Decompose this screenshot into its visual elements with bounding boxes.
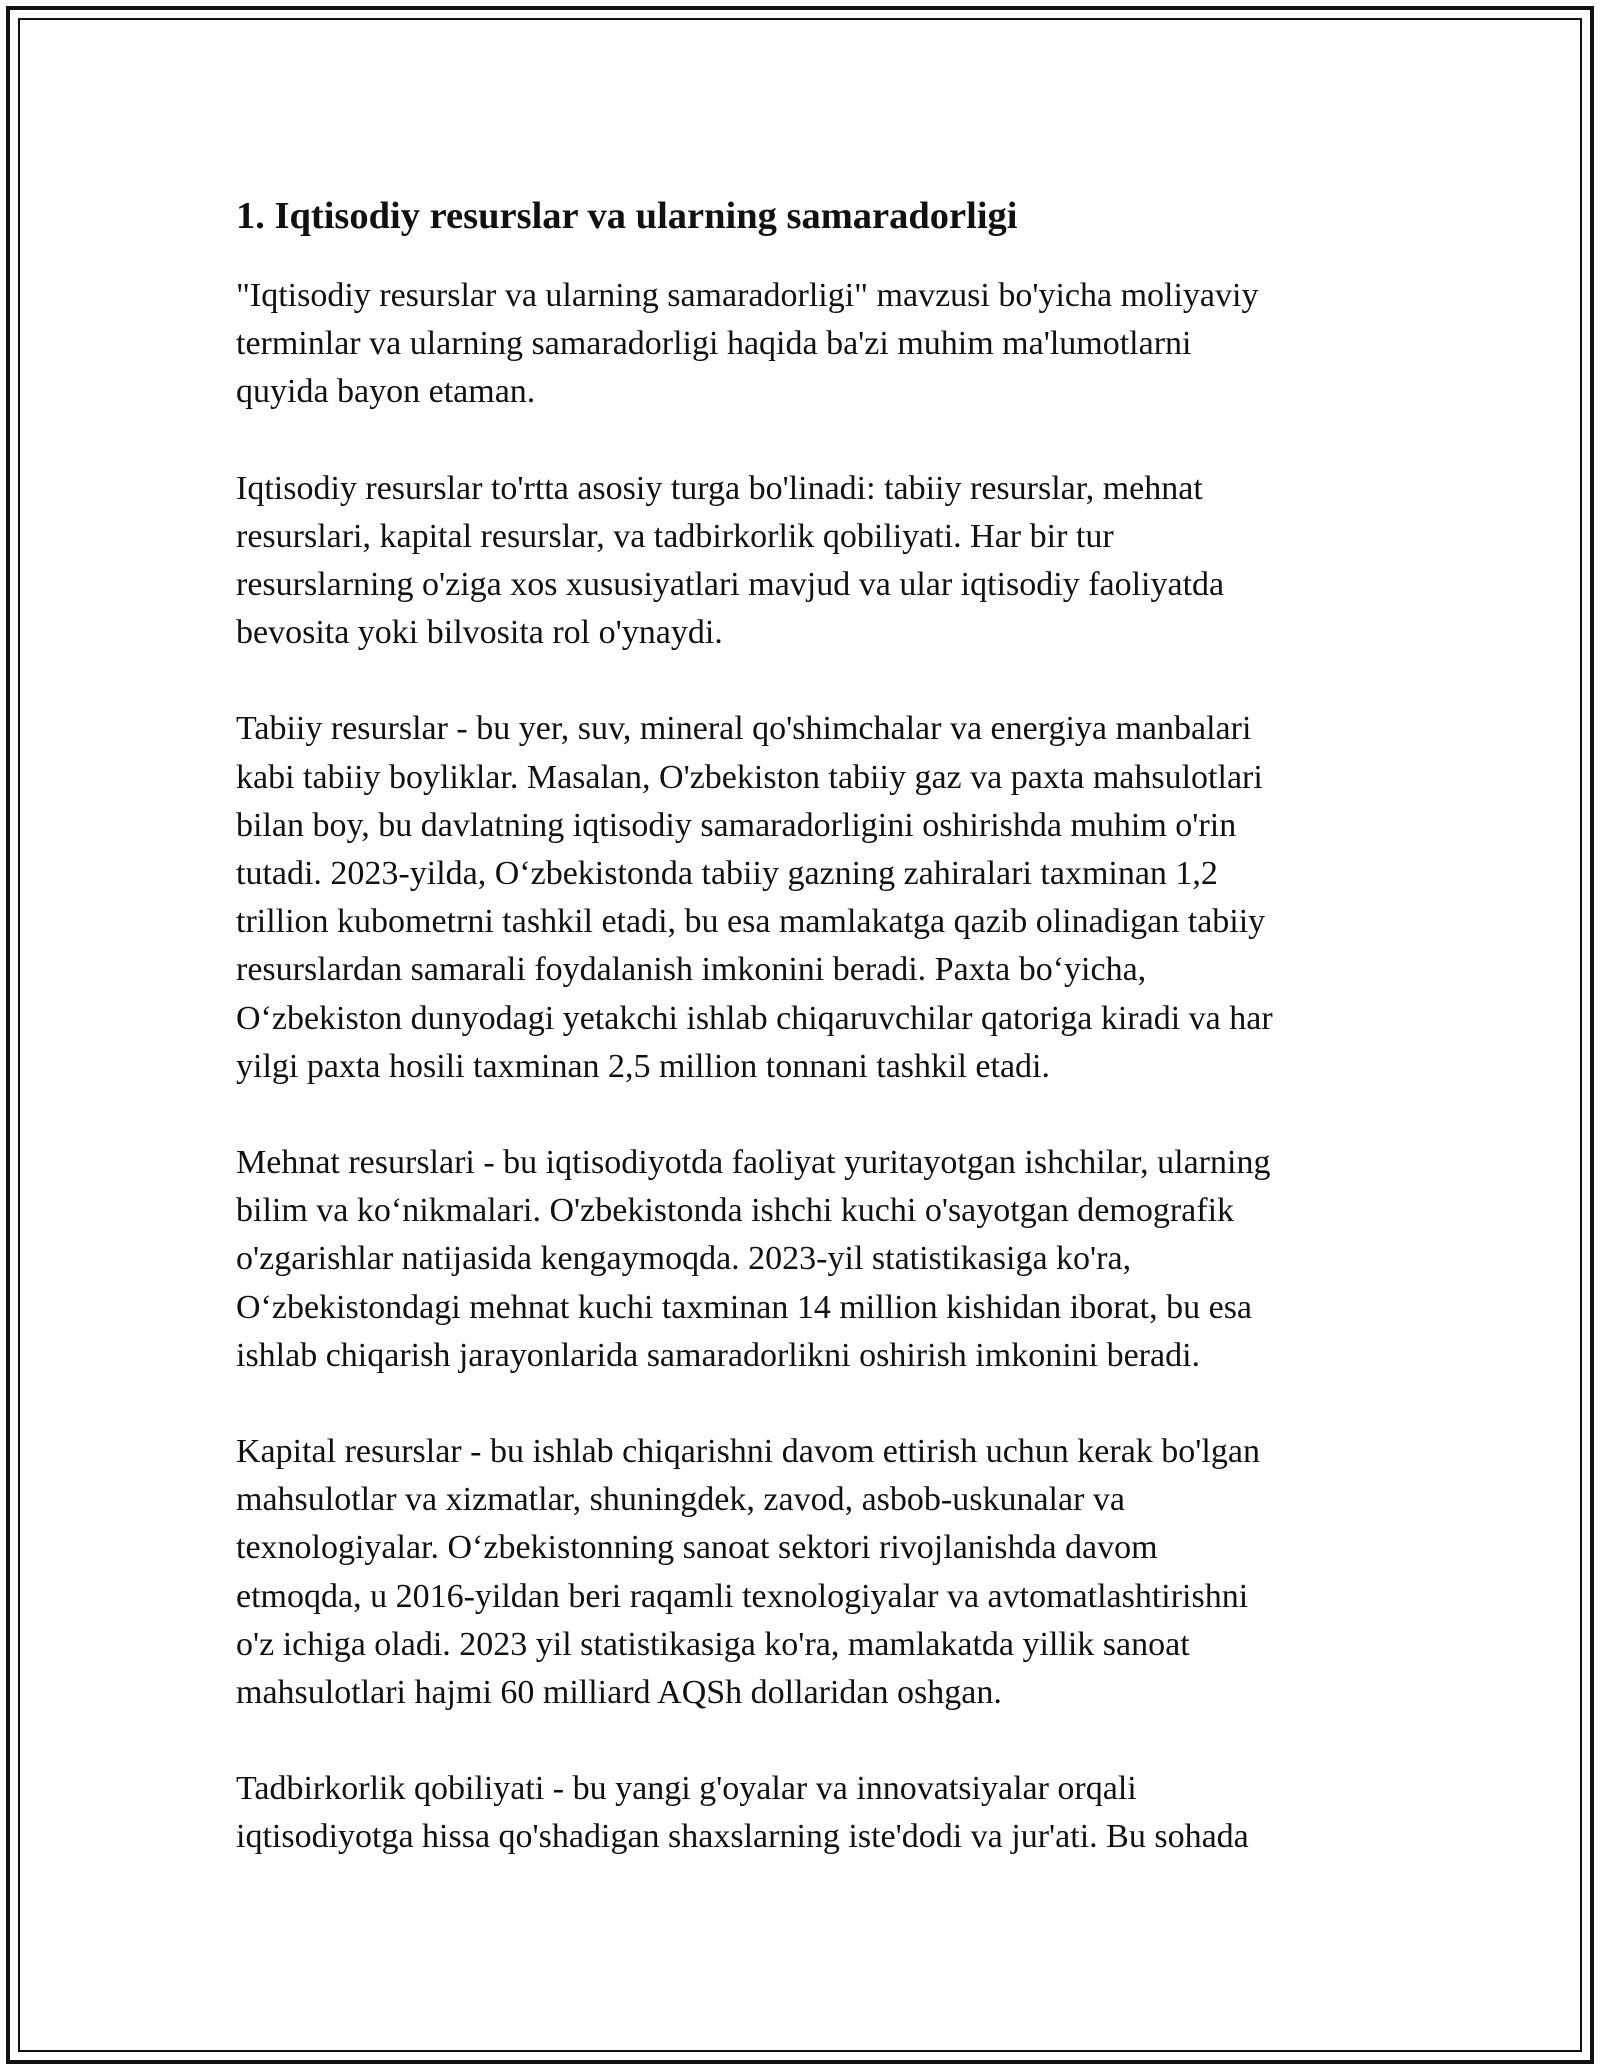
- text-line: kabi tabiiy boyliklar. Masalan, O'zbekiston tabiiy gaz va paxta mahsulotlari: [236, 758, 1263, 796]
- paragraph-resource-types: [236, 465, 1366, 658]
- text-line: "Iqtisodiy resurslar va ularning samaradorligi" mavzusi bo'yicha moliyaviy: [236, 277, 1259, 314]
- text-line: texnologiyalar. O‘zbekistonning sanoat sektori rivojlanishda davom: [236, 1529, 1158, 1567]
- text-line: mahsulotlar va xizmatlar, shuningdek, zavod, asbob-uskunalar va: [236, 1481, 1125, 1519]
- text-line: bevosita yoki bilvosita rol o'ynaydi.: [236, 614, 723, 652]
- text-line: Tadbirkorlik qobiliyati - bu yangi g'oyalar va innovatsiyalar orqali: [236, 1770, 1137, 1808]
- paragraph-labor-resources: [236, 1139, 1366, 1380]
- text-line: bilim va ko‘nikmalari. O'zbekistonda ishchi kuchi o'sayotgan demografik: [236, 1192, 1235, 1230]
- text-line: Iqtisodiy resurslar to'rtta asosiy turga bo'linadi: tabiiy resurslar, mehnat: [236, 469, 1203, 507]
- text-line: resurslarning o'ziga xos xususiyatlari mavjud va ular iqtisodiy faoliyatda: [236, 566, 1225, 604]
- paragraph-entrepreneurship: [236, 1765, 1366, 1861]
- text-line: o'z ichiga oladi. 2023 yil statistikasiga ko'ra, mamlakatda yillik sanoat: [236, 1625, 1190, 1663]
- text-line: quyida bayon etaman.: [236, 373, 536, 411]
- text-line: Tabiiy resurslar - bu yer, suv, mineral qo'shimchalar va energiya manbalari: [236, 710, 1252, 748]
- text-line: etmoqda, u 2016-yildan beri raqamli texnologiyalar va avtomatlashtirishni: [236, 1577, 1249, 1615]
- text-line: O‘zbekistondagi mehnat kuchi taxminan 14 million kishidan iborat, bu esa: [236, 1288, 1253, 1326]
- document-body: [236, 186, 1366, 1910]
- paragraph-natural-resources: [236, 705, 1366, 1091]
- section-heading: 1. Iqtisodiy resurslar va ularning samaradorligi: [236, 195, 1018, 237]
- paragraph-capital-resources: [236, 1428, 1366, 1717]
- text-line: resurslari, kapital resurslar, va tadbirkorlik qobiliyati. Har bir tur: [236, 517, 1114, 555]
- text-line: ishlab chiqarish jarayonlarida samaradorlikni oshirish imkonini beradi.: [236, 1336, 1201, 1374]
- text-line: yilgi paxta hosili taxminan 2,5 million tonnani tashkil etadi.: [236, 1047, 1051, 1085]
- text-line: trillion kubometrni tashkil etadi, bu esa mamlakatga qazib olinadigan tabiiy: [236, 903, 1266, 941]
- text-line: tutadi. 2023-yilda, O‘zbekistonda tabiiy gazning zahiralari taxminan 1,2: [236, 855, 1218, 893]
- text-line: iqtisodiyotga hissa qo'shadigan shaxslarning iste'dodi va jur'ati. Bu sohada: [236, 1818, 1249, 1856]
- text-line: O‘zbekiston dunyodagi yetakchi ishlab chiqaruvchilar qatoriga kiradi va har: [236, 999, 1273, 1037]
- text-line: mahsulotlari hajmi 60 milliard AQSh dollaridan oshgan.: [236, 1674, 1002, 1712]
- text-line: Kapital resurslar - bu ishlab chiqarishni davom ettirish uchun kerak bo'lgan: [236, 1433, 1260, 1471]
- paragraph-intro: [236, 272, 1366, 417]
- text-line: o'zgarishlar natijasida kengaymoqda. 2023-yil statistikasiga ko'ra,: [236, 1240, 1132, 1278]
- text-line: resurslardan samarali foydalanish imkonini beradi. Paxta bo‘yicha,: [236, 951, 1147, 989]
- text-line: bilan boy, bu davlatning iqtisodiy samaradorligini oshirishda muhim o'rin: [236, 806, 1237, 844]
- text-line: terminlar va ularning samaradorligi haqida ba'zi muhim ma'lumotlarni: [236, 325, 1192, 363]
- text-line: Mehnat resurslari - bu iqtisodiyotda faoliyat yuritayotgan ishchilar, ularning: [236, 1144, 1271, 1182]
